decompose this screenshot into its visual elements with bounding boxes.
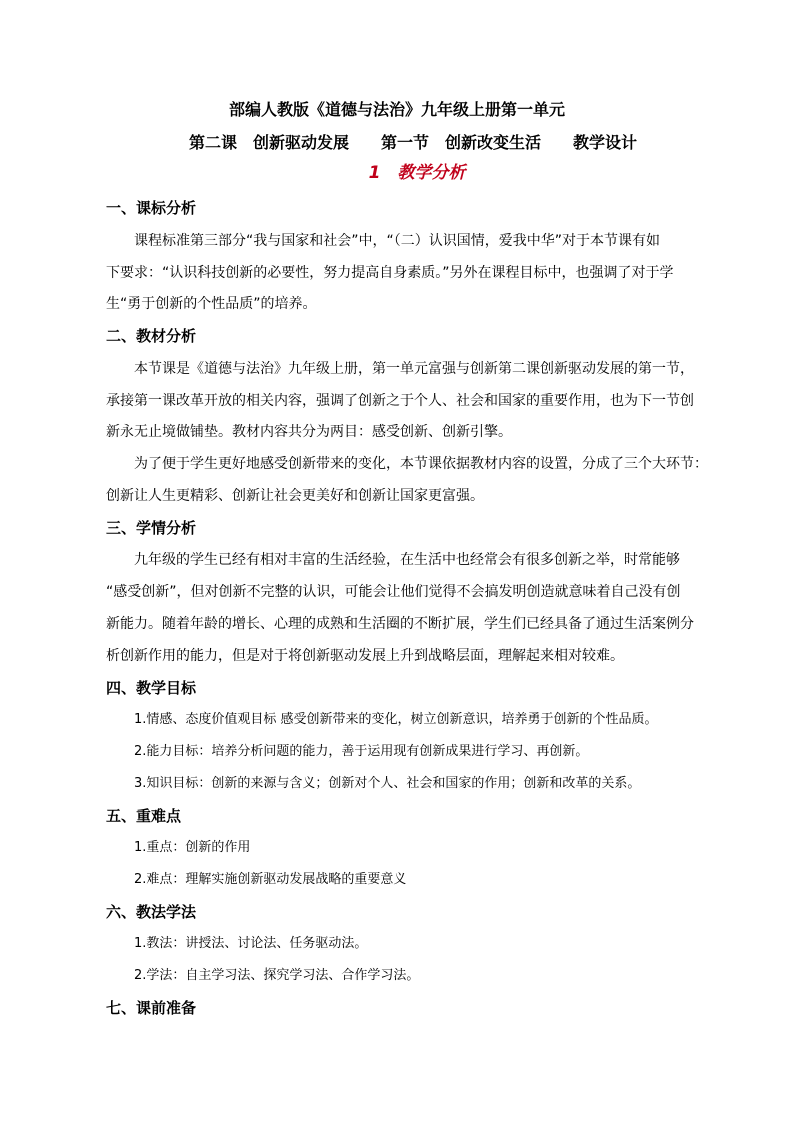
paragraph-line: 新能力。随着年龄的增长、心理的成熟和生活圈的不断扩展，学生们已经具备了通过生活案例分: [106, 616, 694, 632]
section-heading: 1 教学分析: [368, 163, 466, 183]
paragraph-line: 新永无止境做铺垫。教材内容共分为两目：感受创新、创新引擎。: [106, 424, 512, 440]
paragraph-line: 承接第一课改革开放的相关内容，强调了创新之于个人、社会和国家的重要作用，也为下一节创: [106, 393, 694, 409]
heading-curriculum-standard: 一、课标分析: [106, 199, 197, 217]
paragraph-line: 为了便于学生更好地感受创新带来的变化，本节课依据教材内容的设置，分成了三个大环节：: [134, 456, 708, 472]
paragraph-line: 生“勇于创新的个性品质”的培养。: [106, 296, 317, 312]
heading-teaching-objectives: 四、教学目标: [106, 679, 197, 697]
heading-teaching-methods: 六、教法学法: [106, 903, 197, 921]
list-item: 1.重点：创新的作用: [134, 840, 251, 855]
paragraph-line: “感受创新”，但对创新不完整的认识，可能会让他们觉得不会搞发明创造就意味着自己没有创: [106, 584, 681, 600]
list-item: 2.学法：自主学习法、探究学习法、合作学习法。: [134, 968, 420, 983]
heading-textbook-analysis: 二、教材分析: [106, 327, 197, 345]
heading-key-difficult-points: 五、重难点: [106, 807, 182, 825]
paragraph-line: 创新让人生更精彩、创新让社会更美好和创新让国家更富强。: [106, 488, 484, 504]
paragraph-line: 九年级的学生已经有相对丰富的生活经验，在生活中也经常会有很多创新之举，时常能够: [134, 552, 680, 568]
document-subtitle: 第二课 创新驱动发展 第一节 创新改变生活 教学设计: [188, 133, 637, 152]
list-item: 1.情感、态度价值观目标 感受创新带来的变化，树立创新意识，培养勇于创新的个性品质。: [134, 712, 658, 727]
list-item: 2.能力目标：培养分析问题的能力，善于运用现有创新成果进行学习、再创新。: [134, 744, 589, 759]
paragraph-line: 本节课是《道德与法治》九年级上册，第一单元富强与创新第二课创新驱动发展的第一节，: [134, 361, 694, 377]
list-item: 1.教法：讲授法、讨论法、任务驱动法。: [134, 936, 368, 951]
heading-class-preparation: 七、课前准备: [106, 999, 197, 1017]
paragraph-line: 下要求：“认识科技创新的必要性，努力提高自身素质。”另外在课程目标中，也强调了对于学: [106, 265, 674, 281]
paragraph-line: 析创新作用的能力，但是对于将创新驱动发展上升到战略层面，理解起来相对较难。: [106, 648, 624, 664]
heading-student-analysis: 三、学情分析: [106, 519, 197, 537]
document-title: 部编人教版《道德与法治》九年级上册第一单元: [228, 100, 565, 119]
paragraph-line: 课程标准第三部分“我与国家和社会”中，“（二）认识国情，爱我中华”对于本节课有如: [134, 233, 661, 249]
list-item: 2.难点：理解实施创新驱动发展战略的重要意义: [134, 872, 407, 887]
list-item: 3.知识目标：创新的来源与含义；创新对个人、社会和国家的作用；创新和改革的关系。: [134, 776, 641, 791]
